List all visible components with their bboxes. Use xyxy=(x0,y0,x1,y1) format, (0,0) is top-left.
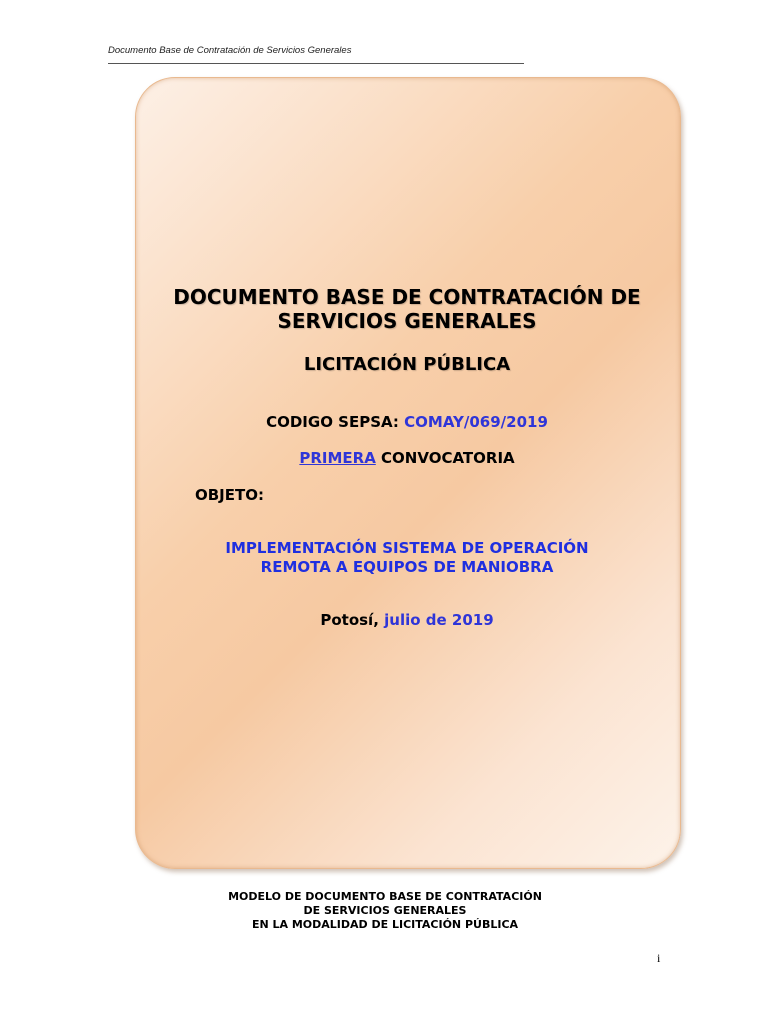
page-number: i xyxy=(657,951,661,965)
footer-line-3: EN LA MODALIDAD DE LICITACIÓN PÚBLICA xyxy=(251,918,519,931)
object-label: OBJETO: xyxy=(195,486,264,504)
code-line xyxy=(135,413,679,431)
footer-line-1: MODELO DE DOCUMENTO BASE DE CONTRATACIÓN xyxy=(228,890,542,903)
cover-panel xyxy=(135,77,681,869)
object-line-1: IMPLEMENTACIÓN SISTEMA DE OPERACIÓN xyxy=(225,539,589,557)
place: Potosí, xyxy=(320,611,379,629)
document-title xyxy=(135,285,679,333)
title-line-2: SERVICIOS GENERALES xyxy=(277,309,537,333)
call-label: CONVOCATORIA xyxy=(381,449,515,467)
header-divider xyxy=(108,63,524,64)
date: julio de 2019 xyxy=(384,611,494,629)
place-date-line xyxy=(135,611,679,629)
object-description xyxy=(135,539,679,577)
object-line-2: REMOTA A EQUIPOS DE MANIOBRA xyxy=(260,558,554,576)
call-line xyxy=(135,449,679,467)
footer-line-2: DE SERVICIOS GENERALES xyxy=(303,904,467,917)
call-number: PRIMERA xyxy=(299,449,376,467)
title-line-1: DOCUMENTO BASE DE CONTRATACIÓN DE xyxy=(173,285,641,309)
code-value: COMAY/069/2019 xyxy=(404,413,548,431)
footer-block xyxy=(100,890,670,932)
code-label: CODIGO SEPSA: xyxy=(266,413,399,431)
modality-title: LICITACIÓN PÚBLICA xyxy=(303,354,511,375)
running-header: Documento Base de Contratación de Servicios Generales xyxy=(108,45,352,56)
